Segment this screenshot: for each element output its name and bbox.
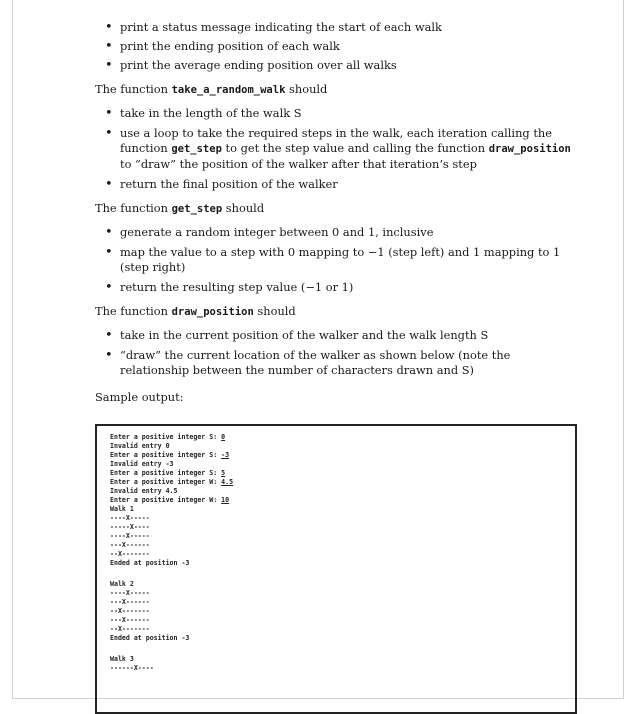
list-item: • take in the length of the walk S — [95, 106, 575, 121]
console-line: ----X----- — [110, 532, 150, 540]
list-item: • “draw” the current location of the walker as shown below (note the relationship between the number of characters drawn and S) — [95, 348, 575, 378]
document-body — [95, 20, 575, 405]
function-name: get_step — [171, 203, 223, 215]
draw-position-bullets — [95, 328, 575, 378]
list-item: • return the resulting step value (−1 or 1) — [95, 280, 575, 295]
list-item: • map the value to a step with 0 mapping to −1 (step left) and 1 mapping to 1 (step right) — [95, 245, 575, 275]
list-item: • use a loop to take the required steps in the walk, each iteration calling the function get_step to get the step value and calling the function draw_position to “draw” the position of the walker after that iteration’s step — [95, 126, 575, 172]
console-line: Enter a positive integer S: 0 — [110, 433, 226, 441]
console-line: Enter a positive integer S: 5 — [110, 469, 226, 477]
console-line: --X------- — [110, 550, 150, 558]
function-name: draw_position — [171, 306, 254, 318]
get-step-bullets — [95, 225, 575, 295]
get-step-heading: The function get_step should — [95, 201, 265, 215]
console-line: Walk 2 — [110, 580, 134, 588]
intro-bullet-list — [95, 20, 575, 73]
console-line: ---X------ — [110, 541, 150, 549]
console-line: Ended at position -3 — [110, 634, 190, 642]
take-walk-heading: The function take_a_random_walk should — [95, 82, 328, 96]
console-line: Invalid entry 0 — [110, 442, 170, 450]
console-line: --X------- — [110, 625, 150, 633]
draw-position-heading: The function draw_position should — [95, 304, 296, 318]
list-item: • print a status message indicating the start of each walk — [95, 20, 575, 35]
sample-output-label: Sample output: — [95, 390, 184, 404]
console-line: ----X----- — [110, 514, 150, 522]
list-item: • return the final position of the walker — [95, 177, 575, 192]
take-walk-bullets — [95, 106, 575, 192]
console-line: Enter a positive integer W: 4.5 — [110, 478, 234, 486]
list-item: • generate a random integer between 0 and 1, inclusive — [95, 225, 575, 240]
list-item: • print the ending position of each walk — [95, 39, 575, 54]
console-line: Walk 3 — [110, 655, 134, 663]
console-line: Invalid entry 4.5 — [110, 487, 178, 495]
sample-output-box — [95, 424, 577, 714]
console-line: Enter a positive integer W: 10 — [110, 496, 230, 504]
console-line: Walk 1 — [110, 505, 134, 513]
list-item: • print the average ending position over all walks — [95, 58, 575, 73]
list-item: • take in the current position of the walker and the walk length S — [95, 328, 575, 343]
console-line: Ended at position -3 — [110, 559, 190, 567]
console-line: ---X------ — [110, 598, 150, 606]
console-line: Invalid entry -3 — [110, 460, 174, 468]
console-line: ------X---- — [110, 664, 154, 672]
console-line: ---X------ — [110, 616, 150, 624]
console-line: ----X----- — [110, 589, 150, 597]
console-line: -----X---- — [110, 523, 150, 531]
console-line: --X------- — [110, 607, 150, 615]
console-line: Enter a positive integer S: -3 — [110, 451, 230, 459]
function-name: take_a_random_walk — [171, 84, 286, 96]
